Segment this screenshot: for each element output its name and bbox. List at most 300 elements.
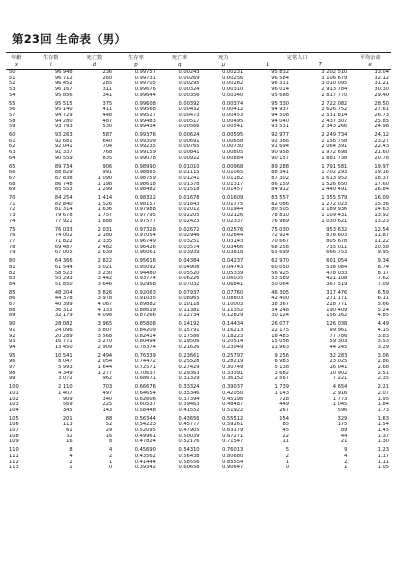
cell-age: 56 xyxy=(9,107,16,113)
cell-deaths: 285 xyxy=(102,81,113,87)
cell-deaths: 448 xyxy=(102,112,113,118)
cell-life-expectancy: 2.21 xyxy=(377,384,389,391)
cell-stationary-T: 805 678 xyxy=(326,238,348,244)
cell-stationary-L: 60 050 xyxy=(271,264,290,270)
cell-stationary-T: 156 162 xyxy=(326,313,348,319)
cell-survival-rate: 0.66676 xyxy=(134,384,156,391)
cell-survival-rate: 0.54223 xyxy=(134,422,156,428)
cell-age: 89 xyxy=(9,313,16,319)
cell-survival-rate: 0.87266 xyxy=(134,313,156,319)
cell-stationary-L: 94 040 xyxy=(271,118,290,124)
cell-stationary-L: 5 138 xyxy=(274,365,290,371)
cell-deaths: 835 xyxy=(102,155,113,161)
cell-stationary-L: 90 157 xyxy=(271,155,290,161)
cell-deaths: 4 133 xyxy=(97,307,113,313)
cell-death-rate: 0.03574 xyxy=(178,244,200,250)
cell-stationary-L: 11 xyxy=(282,439,290,445)
cell-force-of-mortality: 0.00805 xyxy=(222,150,244,156)
cell-age: 92 xyxy=(9,333,16,339)
cell-age: 80 xyxy=(9,258,16,265)
cell-death-rate: 0.25528 xyxy=(178,359,200,365)
cell-force-of-mortality: 0.16213 xyxy=(222,327,244,333)
cell-force-of-mortality: 0.00968 xyxy=(222,163,244,170)
table-row xyxy=(6,193,391,202)
cell-survivors: 91 337 xyxy=(54,150,73,156)
symbol-q: q xyxy=(158,61,202,70)
cell-survivors: 4 xyxy=(69,453,73,459)
cell-stationary-T: 735 011 xyxy=(326,244,348,250)
cell-death-rate: 0.47905 xyxy=(178,428,200,434)
cell-survivors: 16 771 xyxy=(54,339,73,345)
cell-stationary-T: 77 786 xyxy=(329,333,348,339)
cell-survivors: 1 xyxy=(69,465,73,471)
cell-deaths: 52 xyxy=(105,422,113,428)
cell-survival-rate: 0.84209 xyxy=(134,327,156,333)
col-header-death-rate: 死亡率 xyxy=(158,53,202,62)
table-row xyxy=(6,313,391,319)
cell-force-of-mortality: 0.67271 xyxy=(222,433,244,439)
cell-death-rate: 0.10118 xyxy=(178,302,200,308)
cell-survivors: 2 xyxy=(69,459,73,465)
cell-stationary-T: 367 519 xyxy=(326,281,348,287)
symbol-row xyxy=(6,61,391,70)
cell-stationary-L: 1 143 xyxy=(274,390,290,396)
cell-deaths: 2 031 xyxy=(97,226,113,233)
cell-force-of-mortality: 0.59261 xyxy=(222,422,244,428)
cell-survival-rate: 0.97795 xyxy=(134,213,156,219)
cell-survival-rate: 0.96749 xyxy=(134,238,156,244)
cell-survivors: 69 487 xyxy=(54,244,73,250)
cell-survivors: 32 179 xyxy=(54,313,73,319)
cell-age: 106 xyxy=(9,422,19,428)
cell-deaths: 260 xyxy=(102,75,113,81)
cell-stationary-L: 87 302 xyxy=(271,175,290,181)
cell-survivors: 71 822 xyxy=(54,238,73,244)
cell-survivors: 85 553 xyxy=(54,187,73,193)
cell-force-of-mortality: 0.00231 xyxy=(222,69,244,75)
cell-survivors: 40 399 xyxy=(54,302,73,308)
cell-stationary-T: 23 025 xyxy=(329,359,348,365)
cell-stationary-T: 190 409 xyxy=(326,307,348,313)
cell-force-of-mortality: 0.33391 xyxy=(222,370,244,376)
cell-survival-rate: 0.47824 xyxy=(134,439,156,445)
cell-stationary-T: 329 xyxy=(337,415,348,422)
cell-stationary-L: 0 xyxy=(285,465,290,471)
cell-life-expectancy: 21.60 xyxy=(374,150,389,156)
cell-death-rate: 0.01010 xyxy=(178,163,200,170)
cell-death-rate: 0.21626 xyxy=(178,344,200,350)
cell-deaths: 16 xyxy=(105,433,113,439)
cell-force-of-mortality: 0.00595 xyxy=(222,132,244,139)
cell-survival-rate: 0.97988 xyxy=(134,207,156,213)
cell-survivors: 82 840 xyxy=(54,201,73,207)
cell-death-rate: 0.00392 xyxy=(178,100,200,107)
cell-force-of-mortality: 0.30749 xyxy=(222,365,244,371)
cell-survivors: 3 072 xyxy=(58,376,73,382)
cell-stationary-T: 2 437 307 xyxy=(321,118,348,124)
cell-survival-rate: 0.43562 xyxy=(134,453,156,459)
cell-stationary-L: 154 xyxy=(279,415,290,422)
cell-deaths: 2 494 xyxy=(97,352,113,359)
cell-survivors: 5 993 xyxy=(58,365,73,371)
cell-survivors: 77 921 xyxy=(54,218,73,224)
cell-death-rate: 0.07937 xyxy=(178,289,200,296)
cell-age: 77 xyxy=(9,238,16,244)
table-row xyxy=(6,382,391,391)
cell-life-expectancy: 13.23 xyxy=(374,218,389,224)
cell-survival-rate: 0.99309 xyxy=(134,138,156,144)
cell-deaths: 3 442 xyxy=(97,276,113,282)
cell-death-rate: 0.01843 xyxy=(178,201,200,207)
cell-survivors: 61 544 xyxy=(54,264,73,270)
cell-survivors: 87 838 xyxy=(54,175,73,181)
cell-stationary-L: 93 531 xyxy=(271,124,290,130)
cell-survivors: 201 xyxy=(62,415,73,422)
cell-age: 81 xyxy=(9,264,16,270)
cell-force-of-mortality: 0.00658 xyxy=(222,138,244,144)
cell-age: 70 xyxy=(9,195,16,202)
page-title: 第23回 生命表（男） xyxy=(12,32,127,46)
cell-stationary-T: 2 626 752 xyxy=(321,107,348,113)
cell-life-expectancy: 8.17 xyxy=(377,270,389,276)
cell-survival-rate: 0.58448 xyxy=(134,407,156,413)
table-row xyxy=(6,445,391,454)
cell-deaths: 991 xyxy=(102,170,113,176)
cell-force-of-mortality: 0.01065 xyxy=(222,170,244,176)
cell-deaths: 1 644 xyxy=(97,365,113,371)
cell-stationary-T: 2 343 266 xyxy=(321,124,348,130)
cell-deaths: 962 xyxy=(102,376,113,382)
table-row xyxy=(6,156,391,162)
cell-survival-rate: 0.92968 xyxy=(134,281,156,287)
cell-age: 63 xyxy=(9,150,16,156)
cell-force-of-mortality: 0.01182 xyxy=(222,175,244,181)
symbol-L: L xyxy=(245,61,291,70)
cell-stationary-L: 72 924 xyxy=(271,233,290,239)
cell-age: 73 xyxy=(9,213,16,219)
cell-survival-rate: 0.62606 xyxy=(134,396,156,402)
cell-deaths: 29 xyxy=(105,428,113,434)
cell-stationary-L: 50 064 xyxy=(271,281,290,287)
cell-stationary-T: 421 108 xyxy=(326,276,348,282)
cell-stationary-L: 85 xyxy=(282,422,290,428)
cell-death-rate: 0.02012 xyxy=(178,207,200,213)
cell-age: 113 xyxy=(9,465,19,471)
cell-deaths: 2 054 xyxy=(97,359,113,365)
cell-stationary-T: 1 xyxy=(344,465,348,471)
cell-force-of-mortality: 0.55512 xyxy=(222,415,244,422)
table-row xyxy=(6,124,391,130)
cell-stationary-T: 3 010 095 xyxy=(321,81,348,87)
cell-stationary-T: 1 045 xyxy=(332,402,348,408)
table-row xyxy=(6,93,391,99)
cell-death-rate: 0.02205 xyxy=(178,213,200,219)
cell-death-rate: 0.00432 xyxy=(178,107,200,113)
cell-death-rate: 0.56438 xyxy=(178,453,200,459)
cell-stationary-T: 596 xyxy=(337,407,348,413)
cell-deaths: 703 xyxy=(102,384,113,391)
cell-age: 58 xyxy=(9,118,16,124)
cell-force-of-mortality: 0.00256 xyxy=(222,75,244,81)
cell-survival-rate: 0.94480 xyxy=(134,270,156,276)
cell-death-rate: 0.23661 xyxy=(178,352,200,359)
cell-stationary-L: 96 014 xyxy=(271,87,290,93)
table-row xyxy=(6,282,391,288)
cell-death-rate: 0.04384 xyxy=(178,258,200,265)
table-row xyxy=(6,345,391,351)
cell-death-rate: 0.07032 xyxy=(178,281,200,287)
table-row xyxy=(6,256,391,265)
cell-stationary-L: 53 589 xyxy=(271,276,290,282)
cell-stationary-T: 1 272 023 xyxy=(321,201,348,207)
cell-force-of-mortality: 0.00453 xyxy=(222,112,244,118)
cell-force-of-mortality: 0.39037 xyxy=(222,384,244,391)
cell-death-rate: 0.45777 xyxy=(178,422,200,428)
col-header-survival-rate: 生存率 xyxy=(114,53,158,62)
cell-stationary-L: 30 124 xyxy=(271,313,290,319)
cell-age: 65 xyxy=(9,163,16,170)
cell-stationary-T: 44 xyxy=(340,433,348,439)
cell-force-of-mortality: 0.76013 xyxy=(222,447,244,454)
cell-survival-rate: 0.88619 xyxy=(134,307,156,313)
cell-death-rate: 0.01518 xyxy=(178,187,200,193)
cell-force-of-mortality: 0.71547 xyxy=(222,439,244,445)
cell-survival-rate: 0.52095 xyxy=(134,428,156,434)
cell-life-expectancy: 9.34 xyxy=(377,258,389,265)
cell-age: 91 xyxy=(9,327,16,333)
cell-stationary-T: 89 xyxy=(340,428,348,434)
cell-survival-rate: 0.99757 xyxy=(134,69,156,75)
cell-death-rate: 0.00473 xyxy=(178,112,200,118)
cell-age: 86 xyxy=(9,296,16,302)
cell-death-rate: 0.06226 xyxy=(178,276,200,282)
cell-stationary-T: 878 603 xyxy=(326,233,348,239)
cell-stationary-L: 95 330 xyxy=(271,100,290,107)
cell-age: 90 xyxy=(9,321,16,328)
cell-survival-rate: 0.99376 xyxy=(134,132,156,139)
cell-stationary-L: 78 810 xyxy=(271,213,290,219)
cell-survivors: 1 407 xyxy=(58,390,73,396)
cell-life-expectancy: 7.09 xyxy=(377,281,389,287)
cell-life-expectancy: 1.84 xyxy=(377,402,389,408)
cell-force-of-mortality: 0.63179 xyxy=(222,428,244,434)
cell-age: 78 xyxy=(9,244,16,250)
cell-force-of-mortality: 0.00310 xyxy=(222,87,244,93)
cell-force-of-mortality: 0.01775 xyxy=(222,201,244,207)
cell-survival-rate: 0.56344 xyxy=(134,415,156,422)
col-header-force-of-mortality: 死力 xyxy=(202,53,246,62)
cell-deaths: 411 xyxy=(102,107,113,113)
cell-age: 99 xyxy=(9,376,16,382)
cell-stationary-L: 42 400 xyxy=(271,296,290,302)
cell-stationary-T: 1 440 491 xyxy=(321,187,348,193)
cell-stationary-T: 1 773 xyxy=(332,396,348,402)
cell-force-of-mortality: 0.18223 xyxy=(222,333,244,339)
cell-deaths: 340 xyxy=(102,396,113,402)
cell-life-expectancy: 9.95 xyxy=(377,250,389,256)
cell-survivors: 64 366 xyxy=(54,258,73,265)
cell-death-rate: 0.00922 xyxy=(178,155,200,161)
cell-stationary-L: 82 086 xyxy=(271,201,290,207)
cell-force-of-mortality: 0.02126 xyxy=(222,213,244,219)
cell-survival-rate: 0.89882 xyxy=(134,302,156,308)
cell-stationary-T: 666 753 xyxy=(326,250,348,256)
cell-survival-rate: 0.98885 xyxy=(134,170,156,176)
cell-deaths: 1 090 xyxy=(97,175,113,181)
cell-stationary-L: 95 688 xyxy=(271,92,290,98)
cell-age: 93 xyxy=(9,339,16,345)
cell-force-of-mortality: 0.07760 xyxy=(222,289,244,296)
cell-life-expectancy: 16.09 xyxy=(374,195,389,202)
cell-life-expectancy: 27.61 xyxy=(374,107,389,113)
cell-death-rate: 0.04908 xyxy=(178,264,200,270)
cell-age: 96 xyxy=(9,359,16,365)
cell-life-expectancy: 2.68 xyxy=(377,365,389,371)
cell-survivors: 51 850 xyxy=(54,281,73,287)
cell-age: 74 xyxy=(9,218,16,224)
cell-life-expectancy: 1.73 xyxy=(377,407,389,413)
cell-force-of-mortality: 0.20514 xyxy=(222,339,244,345)
cell-age: 100 xyxy=(9,384,19,391)
col-header-deaths: 死亡数 xyxy=(75,53,115,62)
cell-life-expectancy: 2.51 xyxy=(377,370,389,376)
cell-force-of-mortality: 0.51922 xyxy=(222,407,244,413)
cell-survivors: 13 450 xyxy=(54,344,73,350)
cell-survival-rate: 0.76339 xyxy=(134,352,156,359)
cell-life-expectancy: 14.63 xyxy=(374,207,389,213)
cell-stationary-L: 94 508 xyxy=(271,112,290,118)
cell-survivors: 569 xyxy=(62,402,73,408)
cell-force-of-mortality: 0.00340 xyxy=(222,92,244,98)
cell-life-expectancy: 28.50 xyxy=(374,100,389,107)
cell-stationary-T: 3 106 679 xyxy=(321,75,348,81)
cell-death-rate: 0.02423 xyxy=(178,218,200,224)
cell-life-expectancy: 4.15 xyxy=(377,327,389,333)
cell-force-of-mortality: 0.00374 xyxy=(222,100,244,107)
cell-deaths: 236 xyxy=(102,69,113,75)
cell-force-of-mortality: 0.02844 xyxy=(222,233,244,239)
cell-survivors: 32 xyxy=(66,433,73,439)
cell-survival-rate: 0.49961 xyxy=(134,433,156,439)
cell-deaths: 4 xyxy=(108,447,113,454)
cell-deaths: 225 xyxy=(102,402,113,408)
cell-survivors: 92 041 xyxy=(54,144,73,150)
cell-survival-rate: 0.99608 xyxy=(134,100,156,107)
cell-survival-rate: 0.45690 xyxy=(134,447,156,454)
cell-life-expectancy: 29.40 xyxy=(374,92,389,98)
cell-death-rate: 0.01241 xyxy=(178,175,200,181)
cell-life-expectancy: 2.86 xyxy=(377,359,389,365)
cell-stationary-T: 126 038 xyxy=(326,321,348,328)
cell-survival-rate: 0.99078 xyxy=(134,155,156,161)
cell-life-expectancy: 24.98 xyxy=(374,124,389,130)
cell-life-expectancy: 1.54 xyxy=(377,422,389,428)
symbol-x: x xyxy=(6,61,27,70)
cell-survival-rate: 0.97577 xyxy=(134,218,156,224)
cell-deaths: 1 888 xyxy=(97,218,113,224)
cell-force-of-mortality: 0.23049 xyxy=(222,344,244,350)
cell-stationary-T: 1 526 650 xyxy=(321,181,348,187)
cell-force-of-mortality: 0.28219 xyxy=(222,359,244,365)
cell-life-expectancy: 10.58 xyxy=(374,244,389,250)
cell-force-of-mortality: 0.01457 xyxy=(222,187,244,193)
cell-survival-rate: 0.91035 xyxy=(134,296,156,302)
cell-survival-rate: 0.99705 xyxy=(134,81,156,87)
cell-stationary-L: 92 977 xyxy=(271,132,290,139)
cell-survival-rate: 0.68671 xyxy=(134,376,156,382)
cell-survival-rate: 0.99568 xyxy=(134,107,156,113)
cell-survivors: 36 312 xyxy=(54,307,73,313)
cell-stationary-T: 1 791 581 xyxy=(321,163,348,170)
cell-stationary-L: 56 925 xyxy=(271,270,290,276)
cell-survivors: 93 793 xyxy=(54,124,73,130)
cell-survivors: 909 xyxy=(62,396,73,402)
cell-deaths: 2 639 xyxy=(97,250,113,256)
cell-stationary-T: 1 972 698 xyxy=(321,150,348,156)
cell-stationary-L: 267 xyxy=(279,407,290,413)
cell-survival-rate: 0.98482 xyxy=(134,187,156,193)
cell-life-expectancy: 3.29 xyxy=(377,344,389,350)
cell-survival-rate: 0.96426 xyxy=(134,244,156,250)
cell-death-rate: 0.01115 xyxy=(178,170,200,176)
cell-life-expectancy: 1.63 xyxy=(377,415,389,422)
cell-stationary-L: 96 584 xyxy=(271,75,290,81)
cell-force-of-mortality: 0.01609 xyxy=(222,195,244,202)
cell-survivors: 67 005 xyxy=(54,250,73,256)
cell-survivors: 16 xyxy=(66,439,73,445)
cell-force-of-mortality: 0.06841 xyxy=(222,281,244,287)
table-row xyxy=(6,376,391,382)
cell-life-expectancy: 1.37 xyxy=(377,433,389,439)
cell-survivors: 88 829 xyxy=(54,170,73,176)
cell-stationary-T: 4 xyxy=(344,453,348,459)
cell-death-rate: 0.00841 xyxy=(178,150,200,156)
symbol-mu: μ xyxy=(202,61,246,70)
cell-survival-rate: 0.99434 xyxy=(134,124,156,130)
cell-death-rate: 0.00566 xyxy=(178,124,200,130)
cell-life-expectancy: 30.30 xyxy=(374,87,389,93)
cell-deaths: 2 335 xyxy=(97,238,113,244)
cell-deaths: 3 965 xyxy=(97,321,113,328)
symbol-p: p xyxy=(114,61,158,70)
cell-stationary-L: 89 288 xyxy=(271,163,290,170)
cell-life-expectancy: 11.22 xyxy=(374,238,389,244)
cell-death-rate: 0.43656 xyxy=(178,415,200,422)
cell-stationary-L: 92 366 xyxy=(271,138,290,144)
cell-stationary-T: 953 632 xyxy=(326,226,348,233)
cell-life-expectancy: 31.21 xyxy=(374,81,389,87)
cell-survival-rate: 0.60537 xyxy=(134,402,156,408)
cell-deaths: 2 xyxy=(108,453,113,459)
cell-death-rate: 0.08965 xyxy=(178,296,200,302)
cell-survival-rate: 0.92063 xyxy=(134,289,156,296)
cell-age: 60 xyxy=(9,132,16,139)
cell-age: 76 xyxy=(9,233,16,239)
cell-stationary-L: 90 958 xyxy=(271,150,290,156)
cell-stationary-L: 46 305 xyxy=(271,289,290,296)
cell-stationary-L: 5 xyxy=(285,447,290,454)
cell-deaths: 311 xyxy=(102,87,113,93)
cell-life-expectancy: 1.17 xyxy=(377,453,389,459)
cell-life-expectancy: 3.53 xyxy=(377,339,389,345)
cell-life-expectancy: 1.30 xyxy=(377,439,389,445)
cell-age: 54 xyxy=(9,92,16,98)
cell-life-expectancy: 1.23 xyxy=(377,447,389,454)
cell-age: 50 xyxy=(9,69,16,75)
cell-life-expectancy: 6.11 xyxy=(377,296,389,302)
cell-force-of-mortality: 0.03143 xyxy=(222,238,244,244)
cell-stationary-T: 4 654 xyxy=(332,384,348,391)
